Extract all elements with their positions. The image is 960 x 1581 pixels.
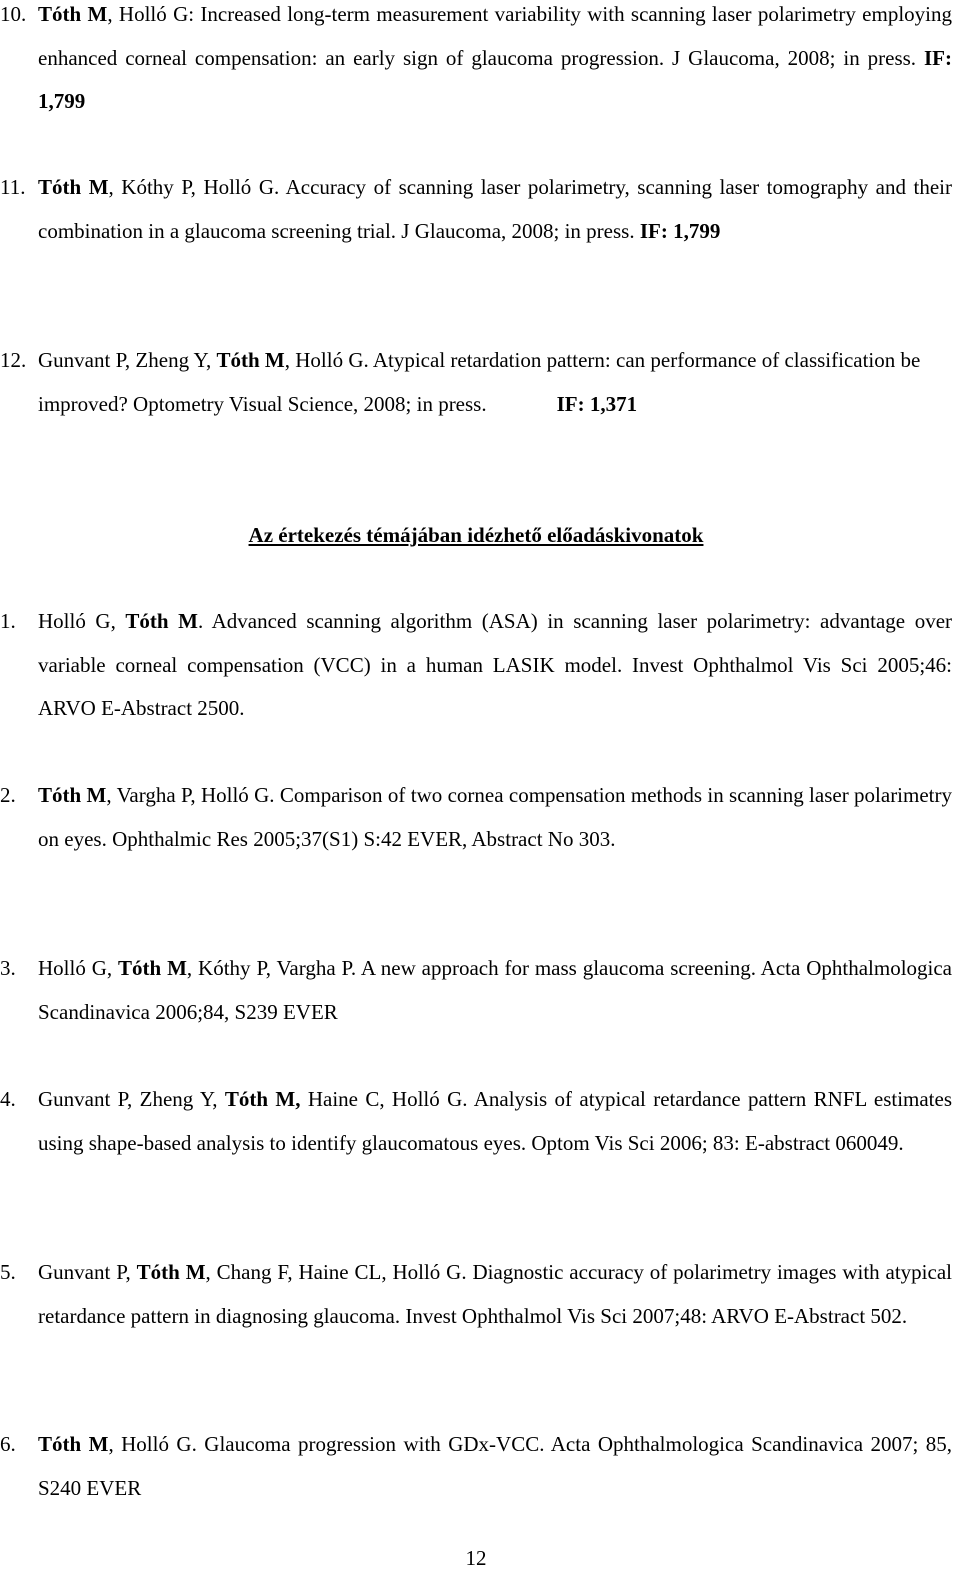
- abstract-number: 3.: [0, 956, 16, 980]
- author-highlight: Tóth M: [38, 2, 108, 26]
- abstract-entry-4: [0, 1078, 952, 1165]
- abstract-text: [38, 1251, 952, 1338]
- citation-text: , Holló G: Increased long-term measurement variability with scanning laser polarimetry employing enhanced corneal compensation: an early sign of glaucoma progression. J Glaucoma, 2008; in press.: [38, 2, 953, 70]
- citation-text: Holló G,: [38, 956, 119, 980]
- reference-text: [38, 339, 952, 426]
- author-highlight: Tóth M: [136, 1260, 206, 1284]
- citation-text: , Holló G. Atypical retardation pattern: can performance of classification be improved? Optometry Visual Science, 2008; in press.: [38, 348, 921, 416]
- citation-text: Holló G,: [38, 609, 126, 633]
- impact-factor: IF: 1,799: [38, 45, 952, 113]
- abstract-entry-2: [0, 774, 952, 861]
- author-highlight: Tóth M,: [224, 1087, 301, 1111]
- section-heading: Az értekezés témájában idézhető előadáskivonatok: [248, 523, 704, 547]
- citation-text: Gunvant P, Zheng Y,: [38, 348, 217, 372]
- page-number: 12: [465, 1546, 487, 1570]
- abstract-entry-3: [0, 947, 952, 1034]
- abstract-number: 4.: [0, 1087, 16, 1111]
- impact-factor: IF: 1,799: [639, 218, 721, 243]
- citation-text: , Vargha P, Holló G. Comparison of two cornea compensation methods in scanning laser polarimetry on eyes. Ophthalmic Res 2005;37(S1) S:42 EVER, Abstract No 303.: [38, 783, 953, 851]
- citation-text: . Advanced scanning algorithm (ASA) in scanning laser polarimetry: advantage over variable corneal compensation (VCC) in a human LASIK model. Invest Ophthalmol Vis Sci 2005;46: ARVO E-Abstract 2500.: [38, 609, 953, 720]
- reference-entry-11: [0, 166, 952, 253]
- author-highlight: Tóth M: [38, 1432, 109, 1456]
- reference-entry-12: [0, 339, 952, 426]
- abstract-entry-1: [0, 600, 952, 731]
- abstract-entry-6: [0, 1423, 952, 1510]
- abstract-text: [38, 600, 952, 731]
- reference-number: 12.: [0, 348, 27, 372]
- impact-factor: IF: 1,371: [556, 391, 638, 416]
- abstract-text: [38, 1078, 952, 1165]
- reference-entry-10: [0, 0, 952, 124]
- abstract-text: [38, 1423, 952, 1510]
- abstract-number: 6.: [0, 1432, 16, 1456]
- author-highlight: Tóth M: [125, 609, 198, 633]
- reference-text: [38, 0, 952, 124]
- author-highlight: Tóth M: [38, 783, 107, 807]
- author-highlight: Tóth M: [38, 175, 109, 199]
- citation-text: Haine C, Holló G. Analysis of atypical retardance pattern RNFL estimates using shape-based analysis to identify glaucomatous eyes. Optom Vis Sci 2006; 83: E-abstract 060049.: [38, 1087, 953, 1155]
- citation-text: Gunvant P,: [38, 1260, 137, 1284]
- reference-number: 10.: [0, 2, 27, 26]
- abstract-text: [38, 947, 952, 1034]
- abstract-number: 5.: [0, 1260, 16, 1284]
- abstract-number: 2.: [0, 783, 16, 807]
- abstract-text: [38, 774, 952, 861]
- abstract-number: 1.: [0, 609, 16, 633]
- author-highlight: Tóth M: [118, 956, 187, 980]
- reference-number: 11.: [0, 175, 26, 199]
- citation-text: , Holló G. Glaucoma progression with GDx-VCC. Acta Ophthalmologica Scandinavica 2007; 85, S240 EVER: [38, 1432, 952, 1500]
- citation-text: , Chang F, Haine CL, Holló G. Diagnostic accuracy of polarimetry images with atypical retardance pattern in diagnosing glaucoma. Invest Ophthalmol Vis Sci 2007;48: ARVO E-Abstract 502.: [38, 1260, 952, 1328]
- citation-text: , Kóthy P, Vargha P. A new approach for mass glaucoma screening. Acta Ophthalmologica Scandinavica 2006;84, S239 EVER: [38, 956, 953, 1024]
- author-highlight: Tóth M: [216, 348, 285, 372]
- reference-text: [38, 166, 952, 253]
- abstract-entry-5: [0, 1251, 952, 1338]
- citation-text: , Kóthy P, Holló G. Accuracy of scanning laser polarimetry, scanning laser tomography and their combination in a glaucoma screening trial. J Glaucoma, 2008; in press.: [38, 175, 952, 243]
- citation-text: Gunvant P, Zheng Y,: [38, 1087, 225, 1111]
